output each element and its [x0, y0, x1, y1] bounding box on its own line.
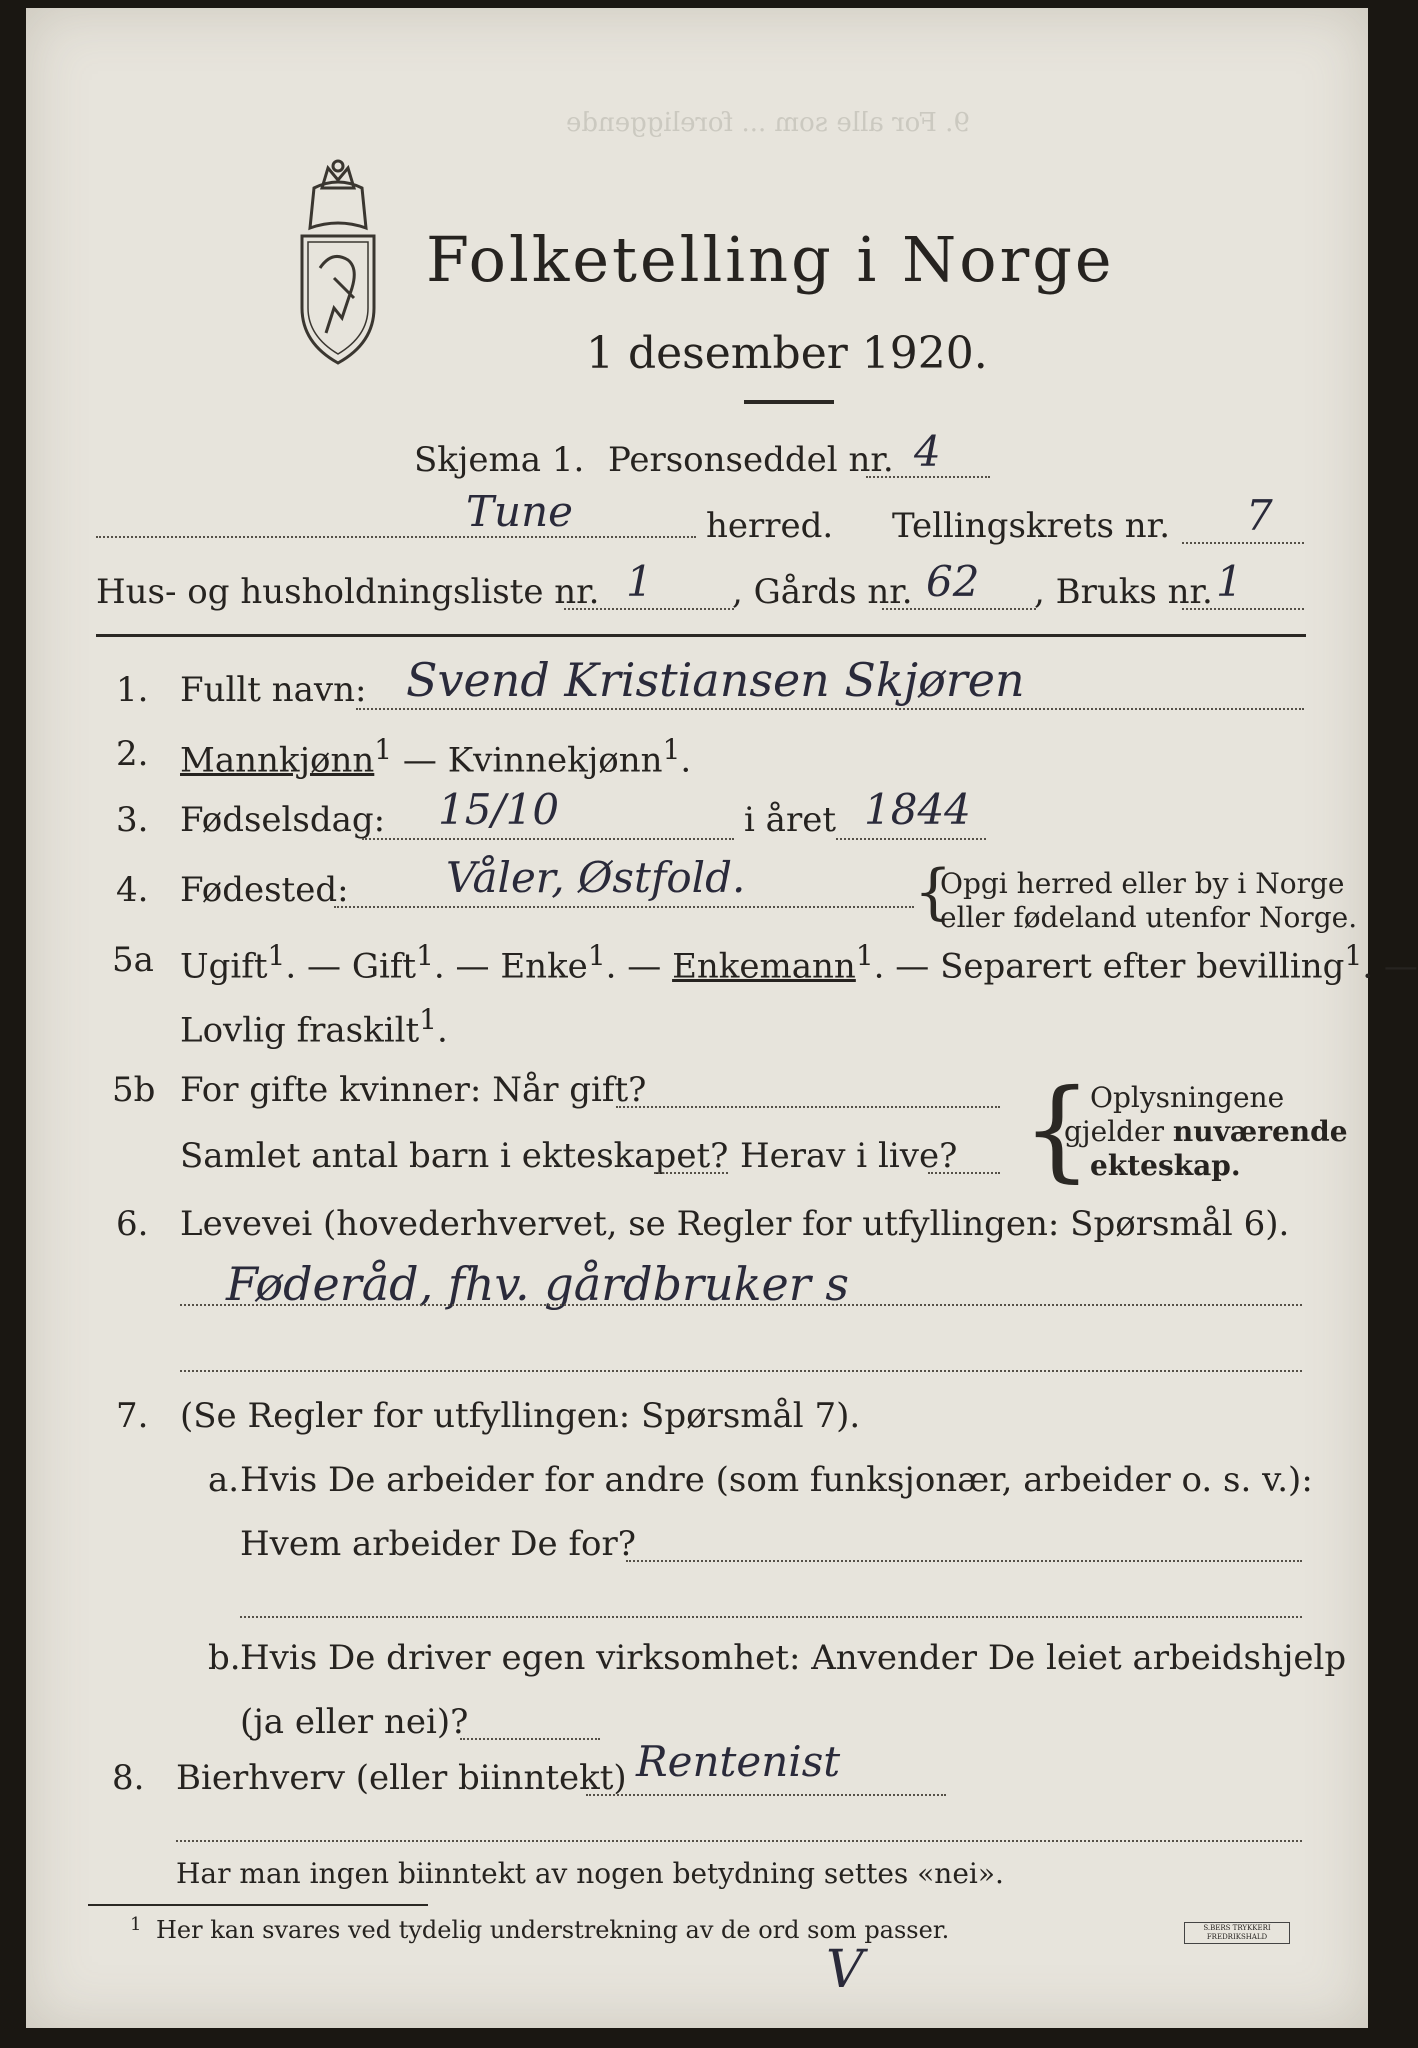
q6-line2: [180, 1370, 1302, 1372]
q7a-text: Hvis De arbeider for andre (som funksjonær, arbeider o. s. v.):: [240, 1460, 1313, 1500]
footnote-rule: [88, 1904, 428, 1906]
q1-label: Fullt navn:: [180, 670, 367, 710]
q7b-text: Hvis De driver egen virksomhet: Anvender De leiet arbeidshjelp: [240, 1638, 1347, 1678]
footnote-ref: 1: [1344, 939, 1363, 972]
q4-line: [334, 906, 914, 908]
q3-line: [362, 838, 734, 840]
q5b-children-line: [654, 1172, 728, 1174]
q7a-question: Hvem arbeider De for?: [240, 1524, 636, 1564]
gards-label: , Gårds nr.: [732, 572, 913, 612]
q5a-enke: Enke: [500, 946, 588, 987]
separator: . —: [433, 946, 501, 987]
title-divider: [744, 400, 834, 404]
q3-year-value: 1844: [864, 785, 971, 834]
header-rule: [96, 634, 1306, 637]
hus-value: 1: [626, 557, 653, 606]
q1-line: [356, 708, 1304, 710]
separator: . —: [285, 946, 352, 987]
q5a-ugift: Ugift: [180, 946, 268, 987]
footnote-ref: 1: [855, 939, 874, 972]
biinntekt-note: Har man ingen biinntekt av nogen betydning settes «nei».: [176, 1857, 1004, 1890]
hus-line: [564, 608, 734, 610]
q2-number: 2.: [116, 734, 149, 774]
herred-value: Tune: [466, 487, 573, 536]
tellingskrets-value: 7: [1246, 491, 1273, 540]
separator: . —: [1362, 946, 1418, 987]
coat-of-arms-icon: [282, 158, 394, 368]
q5b-note2-bold: nuværende: [1172, 1115, 1348, 1148]
q7b-letter: b.: [208, 1638, 241, 1678]
q5b-label2: Samlet antal barn i ekteskapet?: [180, 1136, 729, 1176]
period: .: [680, 740, 692, 781]
q1-full-name-value: Svend Kristiansen Skjøren: [406, 653, 1025, 707]
q2-female-option: Kvinnekjønn: [447, 740, 663, 781]
gards-line: [882, 608, 1036, 610]
q4-number: 4.: [116, 870, 149, 910]
bleed-through-text: 9. For alle som ... foreliggende: [566, 108, 970, 138]
q5a-marital-options: [180, 940, 1418, 986]
q3-label: Fødselsdag:: [180, 800, 386, 840]
herred-label: herred.: [706, 506, 834, 546]
bruks-line: [1182, 608, 1304, 610]
footnote-ref: 1: [662, 733, 681, 766]
q2-male-option: Mannkjønn: [180, 740, 375, 781]
q4-birthplace-value: Våler, Østfold.: [446, 853, 746, 902]
printer-stamp: S.BERS TRYKKERI FREDRIKSHALD: [1184, 1922, 1290, 1944]
census-form-page: [26, 8, 1418, 2028]
q7b-question: (ja eller nei)?: [240, 1702, 469, 1742]
bruks-value: 1: [1216, 557, 1243, 606]
skjema-label: Skjema 1.: [414, 440, 585, 480]
tellingskrets-line: [1182, 542, 1304, 544]
q7a-letter: a.: [208, 1460, 240, 1500]
footnote-text: Her kan svares ved tydelig understrekning av de ord som passer.: [156, 1916, 950, 1944]
q8-line2: [176, 1840, 1302, 1842]
q3-birthday-value: 15/10: [438, 785, 560, 834]
q6-number: 6.: [116, 1204, 149, 1244]
herred-line: [96, 536, 696, 538]
q5b-label1: For gifte kvinner: Når gift?: [180, 1070, 647, 1110]
separator: . —: [605, 946, 673, 987]
q4-label: Fødested:: [180, 870, 349, 910]
q3-year-label: i året: [744, 800, 836, 840]
q5b-note2-text: gjelder: [1064, 1115, 1173, 1148]
personseddel-label: Personseddel nr.: [608, 440, 894, 480]
footnote-ref: 1: [267, 939, 286, 972]
q1-number: 1.: [116, 670, 149, 710]
census-date: 1 desember 1920.: [586, 328, 988, 379]
q7a-line2: [240, 1616, 1302, 1618]
q6-occupation-value: Føderåd, fhv. gårdbruker s: [226, 1257, 849, 1311]
period: .: [436, 1010, 448, 1051]
q5a-lovlig-line: [180, 1004, 448, 1050]
footnote-number: 1: [130, 1914, 142, 1935]
q4-note-line1: Opgi herred eller by i Norge: [940, 867, 1345, 900]
q3-number: 3.: [116, 800, 149, 840]
q8-number: 8.: [112, 1758, 145, 1798]
q5b-note3: ekteskap.: [1090, 1149, 1241, 1182]
tellingskrets-label: Tellingskrets nr.: [892, 506, 1171, 546]
q4-note-line2: eller fødeland utenfor Norge.: [940, 901, 1358, 934]
separator: —: [392, 740, 448, 781]
q5b-alive-line: [928, 1172, 1000, 1174]
footnote-ref: 1: [587, 939, 606, 972]
gards-value: 62: [926, 557, 980, 606]
q5a-number: 5a: [112, 940, 154, 980]
separator: . —: [873, 946, 941, 987]
check-mark: V: [826, 1940, 864, 2000]
q7-number: 7.: [116, 1396, 149, 1436]
q7a-line1: [626, 1560, 1302, 1562]
q5b-number: 5b: [112, 1070, 156, 1110]
q5b-label3: Herav i live?: [740, 1136, 958, 1176]
q5b-married-line: [616, 1106, 1000, 1108]
q8-line: [586, 1794, 946, 1796]
q5a-gift: Gift: [351, 946, 417, 987]
personseddel-value: 4: [914, 427, 941, 476]
q5a-lovlig: Lovlig fraskilt: [180, 1010, 420, 1051]
footnote-ref: 1: [374, 733, 393, 766]
footnote-ref: 1: [416, 939, 434, 972]
form-title: Folketelling i Norge: [426, 223, 1115, 296]
q8-label: Bierhverv (eller biinntekt): [176, 1758, 627, 1798]
bruks-label: , Bruks nr.: [1034, 572, 1213, 612]
q5b-note2: [1064, 1116, 1348, 1148]
q6-line1: [180, 1304, 1302, 1306]
q6-label: Levevei (hovederhvervet, se Regler for utfyllingen: Spørsmål 6).: [180, 1204, 1290, 1244]
q4-brace: {: [914, 857, 953, 927]
hus-label: Hus- og husholdningsliste nr.: [96, 572, 600, 612]
q2-gender-options: [180, 734, 691, 780]
q7b-line: [460, 1738, 600, 1740]
q5b-note1: Oplysningene: [1090, 1081, 1285, 1114]
q5a-enkemann: Enkemann: [672, 946, 856, 987]
footnote-ref: 1: [419, 1003, 437, 1036]
q5b-brace: {: [1022, 1065, 1092, 1193]
q3-year-line: [836, 838, 986, 840]
personseddel-line: [866, 476, 990, 478]
q5a-separert: Separert efter bevilling: [940, 946, 1345, 987]
q7-label: (Se Regler for utfyllingen: Spørsmål 7).: [180, 1396, 861, 1436]
q8-secondary-income-value: Rentenist: [636, 1737, 841, 1786]
